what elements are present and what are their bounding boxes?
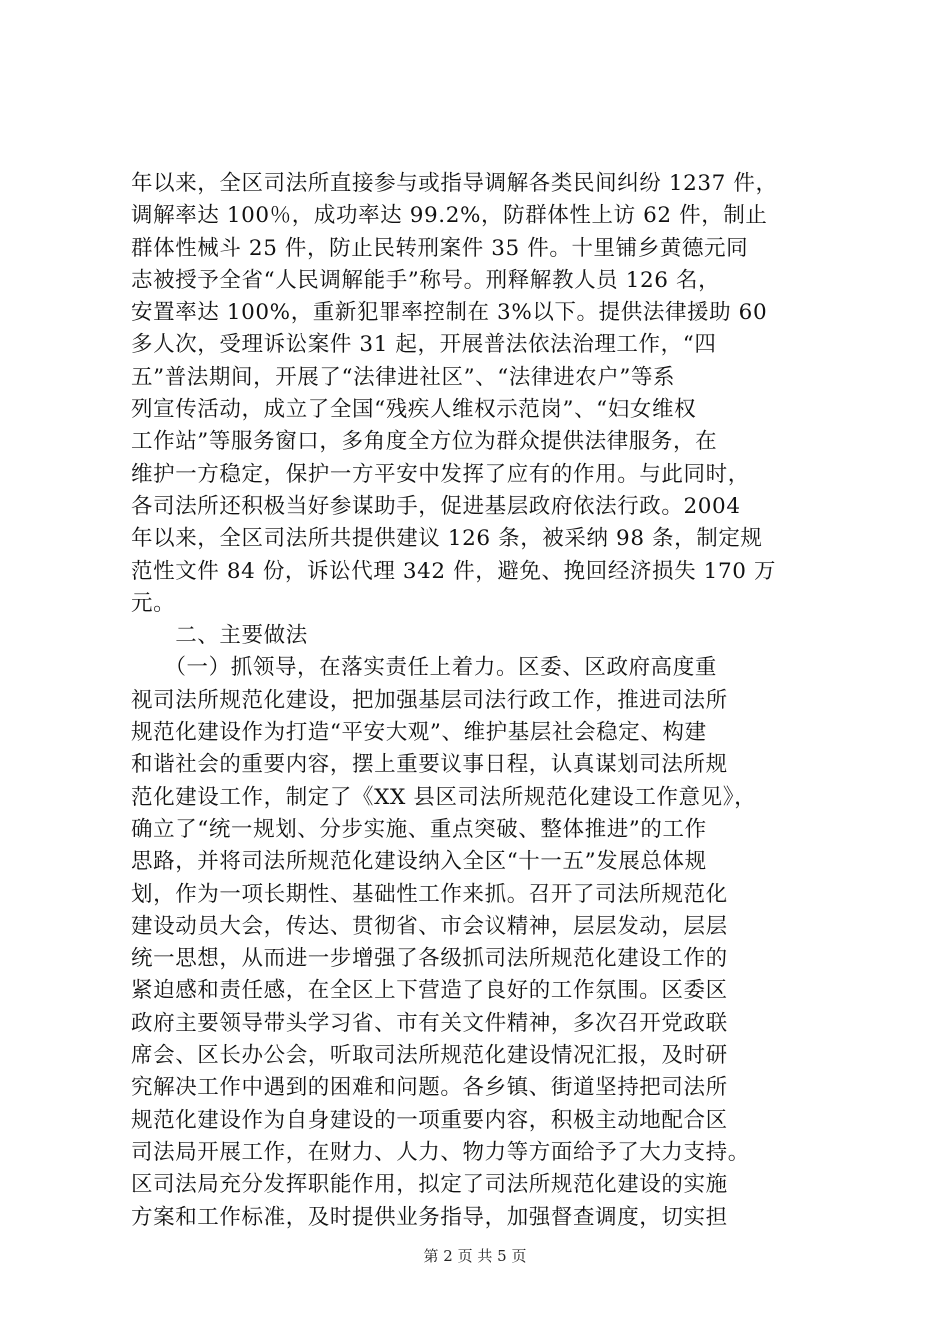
text-line: 统一思想，从而进一步增强了各级抓司法所规范化建设工作的 bbox=[131, 946, 728, 972]
text-line: 二、主要做法 bbox=[131, 623, 308, 649]
text-line: 年以来，全区司法所共提供建议 126 条，被采纳 98 条，制定规 bbox=[131, 526, 763, 552]
text-line: 规范化建设作为自身建设的一项重要内容，积极主动地配合区 bbox=[131, 1107, 728, 1133]
text-line: 范化建设工作，制定了《XX 县区司法所规范化建设工作意见》， bbox=[131, 784, 757, 810]
text-line: 司法局开展工作，在财力、人力、物力等方面给予了大力支持。 bbox=[131, 1139, 750, 1165]
text-line: 志被授予全省“人民调解能手”称号。刑释解教人员 126 名， bbox=[131, 267, 721, 293]
text-line: 调解率达 100％，成功率达 99.2%，防群体性上访 62 件，制止 bbox=[131, 203, 768, 229]
text-line: 安置率达 100%，重新犯罪率控制在 3%以下。提供法律援助 60 bbox=[131, 300, 768, 326]
text-line: 列宣传活动，成立了全国“残疾人维权示范岗”、“妇女维权 bbox=[131, 397, 697, 423]
text-line: （一）抓领导，在落实责任上着力。区委、区政府高度重 bbox=[131, 655, 717, 681]
text-line: 维护一方稳定，保护一方平安中发挥了应有的作用。与此同时， bbox=[131, 461, 750, 487]
text-line: 建设动员大会，传达、贯彻省、市会议精神，层层发动，层层 bbox=[131, 913, 728, 939]
text-line: 思路，并将司法所规范化建设纳入全区“十一五”发展总体规 bbox=[131, 849, 707, 875]
text-line: 多人次，受理诉讼案件 31 起，开展普法依法治理工作，“四 bbox=[131, 332, 717, 358]
page-footer: 第 2 页 共 5 页 bbox=[423, 1247, 527, 1265]
text-line: 方案和工作标准，及时提供业务指导，加强督查调度，切实担 bbox=[131, 1204, 728, 1230]
text-line: 划，作为一项长期性、基础性工作来抓。召开了司法所规范化 bbox=[131, 881, 728, 907]
text-line: 区司法局充分发挥职能作用，拟定了司法所规范化建设的实施 bbox=[131, 1172, 728, 1198]
text-line: 紧迫感和责任感，在全区上下营造了良好的工作氛围。区委区 bbox=[131, 978, 728, 1004]
text-line: 席会、区长办公会，听取司法所规范化建设情况汇报，及时研 bbox=[131, 1043, 728, 1069]
text-line: 元。 bbox=[131, 590, 176, 616]
text-line: 视司法所规范化建设，把加强基层司法行政工作，推进司法所 bbox=[131, 687, 728, 713]
text-line: 群体性械斗 25 件，防止民转刑案件 35 件。十里铺乡黄德元同 bbox=[131, 235, 749, 261]
text-line: 和谐社会的重要内容，摆上重要议事日程，认真谋划司法所规 bbox=[131, 752, 728, 778]
text-line: 范性文件 84 份，诉讼代理 342 件，避免、挽回经济损失 170 万 bbox=[131, 558, 777, 584]
text-line: 五”普法期间，开展了“法律进社区”、“法律进农户”等系 bbox=[131, 364, 676, 390]
text-line: 各司法所还积极当好参谋助手，促进基层政府依法行政。2004 bbox=[131, 493, 741, 519]
body-text bbox=[131, 168, 841, 1234]
text-line: 工作站”等服务窗口，多角度全方位为群众提供法律服务，在 bbox=[131, 429, 718, 455]
text-line: 政府主要领导带头学习省、市有关文件精神，多次召开党政联 bbox=[131, 1010, 728, 1036]
text-line: 确立了“统一规划、分步实施、重点突破、整体推进”的工作 bbox=[131, 816, 707, 842]
text-line: 年以来，全区司法所直接参与或指导调解各类民间纠纷 1237 件， bbox=[131, 171, 778, 196]
text-line: 规范化建设作为打造“平安大观”、维护基层社会稳定、构建 bbox=[131, 720, 707, 746]
text-line: 究解决工作中遇到的困难和问题。各乡镇、街道坚持把司法所 bbox=[131, 1075, 728, 1101]
